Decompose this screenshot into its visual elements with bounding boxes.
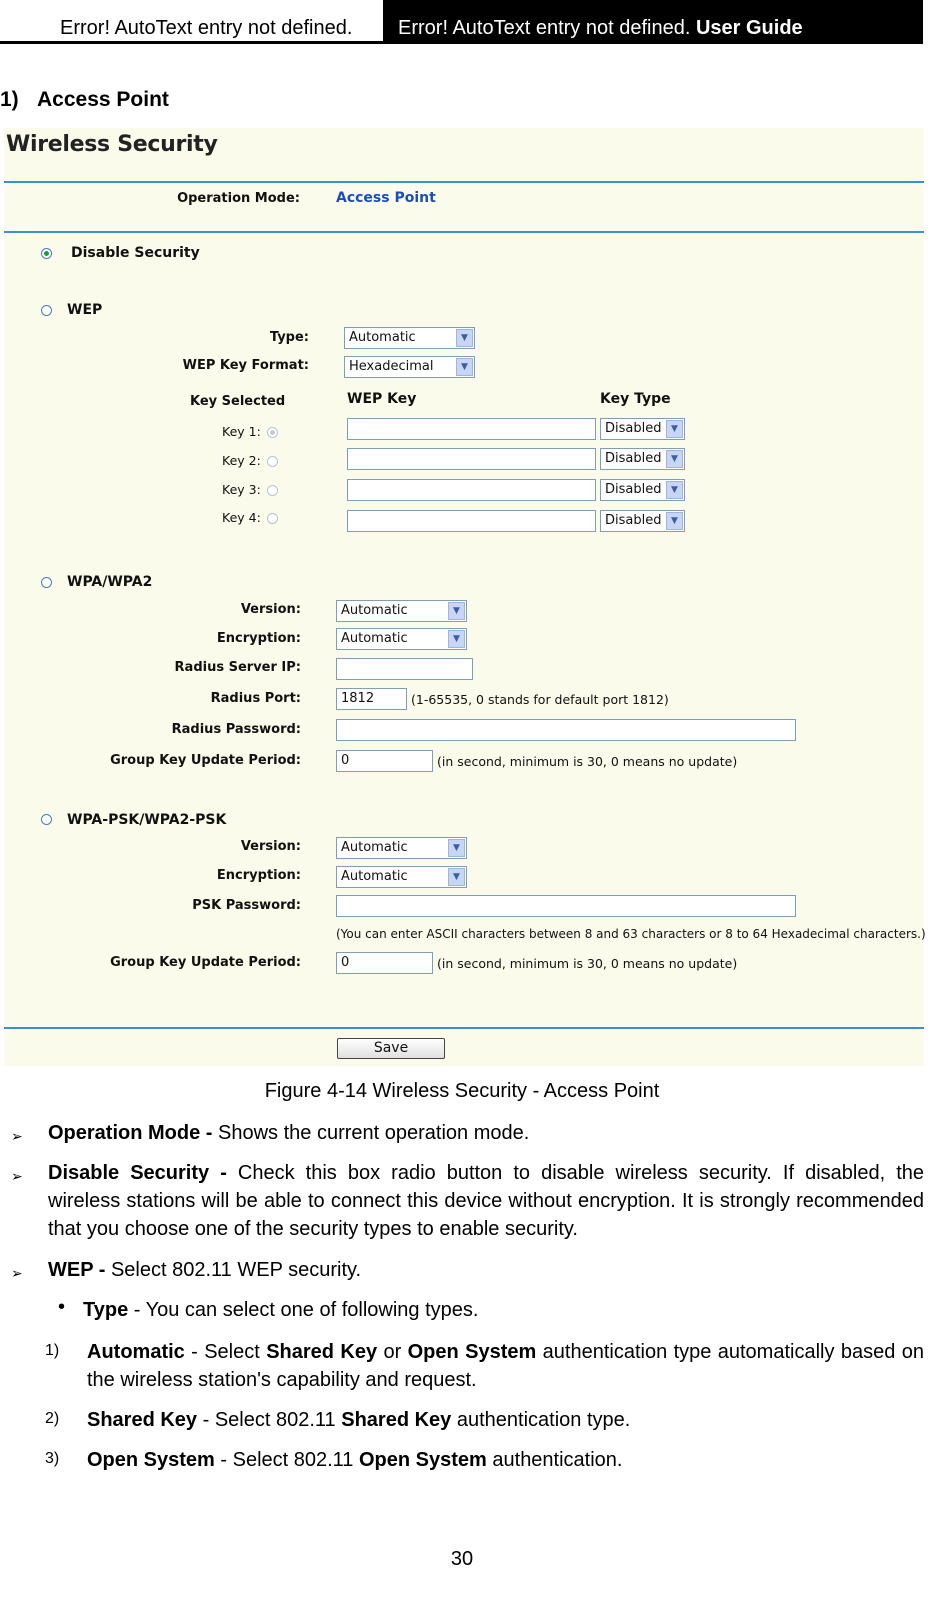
figure-caption: Figure 4-14 Wireless Security - Access Point — [264, 1080, 660, 1102]
psk-encryption-label: Encryption: — [216, 868, 301, 883]
key-1-input[interactable] — [347, 418, 596, 440]
item-disable-security — [48, 1159, 924, 1243]
key-3-input[interactable] — [347, 479, 596, 501]
item-open-system-term: Open System — [87, 1449, 215, 1471]
wep-label: WEP — [67, 302, 103, 318]
item-disable-security-text: Check this box radio button to disable wireless security. If disabled, the wireless stations will be able to connect this device without encryption. It is strongly recommended that you choose one of the security types to enable security. — [48, 1162, 924, 1240]
panel-divider-bottom — [4, 1027, 924, 1029]
key-3-type-value: Disabled — [605, 482, 662, 497]
key-4-type-value: Disabled — [605, 513, 662, 528]
key-2-type-select[interactable] — [600, 448, 685, 470]
item-automatic-text-1: - Select — [184, 1341, 267, 1363]
item-wep-text: Select 802.11 WEP security. — [110, 1259, 362, 1281]
psk-version-label: Version: — [240, 839, 301, 854]
item-operation-mode — [48, 1119, 924, 1147]
psk-encryption-select[interactable] — [336, 866, 467, 888]
item-automatic-term-3: Open System — [407, 1341, 537, 1363]
wep-key-header: WEP Key — [347, 391, 417, 407]
item-open-system — [87, 1446, 924, 1474]
panel-divider-top — [4, 181, 924, 183]
item-shared-key-text-2: authentication type. — [451, 1409, 631, 1431]
key-1-type-value: Disabled — [605, 421, 662, 436]
key-2-input[interactable] — [347, 448, 596, 470]
item-disable-security-term: Disable Security - — [48, 1162, 238, 1184]
chevron-down-icon: ▼ — [448, 839, 465, 857]
wpa-group-key-input[interactable]: 0 — [336, 750, 433, 772]
wpa-label: WPA/WPA2 — [67, 574, 153, 590]
chevron-down-icon: ▼ — [666, 450, 683, 468]
item-wep-term: WEP - — [48, 1259, 111, 1281]
item-automatic-term-2: Shared Key — [266, 1341, 378, 1363]
wpa-group-key-hint: (in second, minimum is 30, 0 means no update) — [437, 754, 738, 769]
item-wep — [48, 1256, 924, 1284]
item-automatic-text-2: or — [377, 1341, 408, 1363]
list-number-3: 3) — [45, 1450, 60, 1467]
panel-title: Wireless Security — [6, 132, 218, 157]
key-selected-header: Key Selected — [190, 394, 286, 409]
wpa-version-label: Version: — [240, 602, 301, 617]
list-number-1: 1) — [45, 1342, 60, 1359]
psk-encryption-value: Automatic — [341, 869, 408, 884]
item-open-system-text-1: - Select 802.11 — [214, 1449, 359, 1471]
wep-type-label: Type: — [269, 330, 309, 345]
wep-radio[interactable] — [41, 305, 52, 316]
section-title: Access Point — [37, 88, 169, 111]
key-3-type-select[interactable] — [600, 479, 685, 501]
psk-password-label: PSK Password: — [192, 898, 301, 913]
wep-format-label: WEP Key Format: — [182, 358, 309, 373]
radius-port-label: Radius Port: — [210, 691, 301, 706]
key-4-input[interactable] — [347, 510, 596, 532]
radius-ip-label: Radius Server IP: — [174, 660, 301, 675]
wpa-encryption-label: Encryption: — [216, 631, 301, 646]
psk-password-input[interactable] — [336, 895, 796, 917]
psk-version-value: Automatic — [341, 840, 408, 855]
wpa-encryption-select[interactable] — [336, 628, 467, 650]
section-number: 1) — [0, 88, 19, 111]
key-4-type-select[interactable] — [600, 510, 685, 532]
psk-label: WPA-PSK/WPA2-PSK — [67, 812, 227, 828]
radius-password-input[interactable] — [336, 719, 796, 741]
chevron-down-icon: ▼ — [456, 329, 473, 347]
key-4-radio[interactable] — [267, 513, 278, 524]
key-1-label: Key 1: — [222, 424, 261, 439]
section-heading — [0, 88, 169, 112]
item-type-text: - You can select one of following types. — [128, 1299, 479, 1321]
chevron-down-icon: ▼ — [666, 481, 683, 499]
item-type — [83, 1296, 924, 1324]
chevron-down-icon: ▼ — [666, 512, 683, 530]
radius-password-label: Radius Password: — [171, 722, 301, 737]
item-type-term: Type — [83, 1299, 129, 1321]
wireless-security-screenshot — [4, 128, 924, 1066]
arrow-bullet-icon: ➢ — [11, 1168, 23, 1184]
item-shared-key-text-1: - Select 802.11 — [197, 1409, 342, 1431]
arrow-bullet-icon: ➢ — [11, 1265, 23, 1281]
item-automatic-text-3: authentication type automatically based on the wireless station's capability and request. — [87, 1341, 924, 1391]
save-button[interactable]: Save — [337, 1038, 445, 1059]
wep-format-select[interactable] — [344, 356, 475, 378]
item-automatic-term: Automatic — [87, 1341, 185, 1363]
radius-ip-input[interactable] — [336, 658, 473, 680]
key-3-radio[interactable] — [267, 485, 278, 496]
dot-bullet-icon: • — [58, 1296, 66, 1318]
key-type-header: Key Type — [600, 391, 671, 407]
arrow-bullet-icon: ➢ — [11, 1128, 23, 1144]
key-2-radio[interactable] — [267, 456, 278, 467]
psk-version-select[interactable] — [336, 837, 467, 859]
key-1-type-select[interactable] — [600, 418, 685, 440]
psk-group-key-label: Group Key Update Period: — [110, 955, 301, 970]
chevron-down-icon: ▼ — [456, 358, 473, 376]
header-right-text: Error! AutoText entry not defined. — [398, 17, 696, 39]
wpa-version-select[interactable] — [336, 600, 467, 622]
wpa-encryption-value: Automatic — [341, 631, 408, 646]
item-shared-key-term-2: Shared Key — [341, 1409, 452, 1431]
operation-mode-value: Access Point — [336, 190, 436, 206]
disable-security-label: Disable Security — [71, 245, 200, 261]
wpa-radio[interactable] — [41, 577, 52, 588]
psk-group-key-input[interactable]: 0 — [336, 952, 433, 974]
header-right-bar — [383, 0, 923, 44]
item-operation-mode-term: Operation Mode - — [48, 1122, 218, 1144]
wpa-version-value: Automatic — [341, 603, 408, 618]
item-open-system-text-2: authentication. — [486, 1449, 623, 1471]
chevron-down-icon: ▼ — [448, 868, 465, 886]
key-2-label: Key 2: — [222, 453, 261, 468]
radius-port-input[interactable]: 1812 — [336, 688, 407, 710]
chevron-down-icon: ▼ — [448, 630, 465, 648]
psk-group-key-hint: (in second, minimum is 30, 0 means no update) — [437, 956, 738, 971]
radius-port-hint: (1-65535, 0 stands for default port 1812) — [411, 692, 669, 707]
wep-type-select[interactable] — [344, 327, 475, 349]
psk-password-hint: (You can enter ASCII characters between 8 and 63 characters or 8 to 64 Hexadecimal characters.) — [336, 927, 926, 941]
item-open-system-term-2: Open System — [359, 1449, 487, 1471]
key-3-label: Key 3: — [222, 482, 261, 497]
item-operation-mode-text: Shows the current operation mode. — [218, 1122, 530, 1144]
key-2-type-value: Disabled — [605, 451, 662, 466]
page-number: 30 — [450, 1548, 474, 1570]
operation-mode-label: Operation Mode: — [177, 191, 300, 206]
key-1-radio[interactable] — [267, 427, 278, 438]
key-4-label: Key 4: — [222, 510, 261, 525]
header-left-text: Error! AutoText entry not defined. — [0, 0, 383, 44]
wep-type-value: Automatic — [349, 330, 416, 345]
item-automatic — [87, 1338, 924, 1394]
item-shared-key — [87, 1406, 924, 1434]
header-user-guide: User Guide — [695, 17, 803, 39]
item-shared-key-term: Shared Key — [87, 1409, 198, 1431]
panel-divider-mode — [4, 231, 924, 233]
chevron-down-icon: ▼ — [666, 420, 683, 438]
wpa-group-key-label: Group Key Update Period: — [110, 753, 301, 768]
chevron-down-icon: ▼ — [448, 602, 465, 620]
list-number-2: 2) — [45, 1410, 60, 1427]
disable-security-radio[interactable] — [41, 248, 52, 259]
wep-format-value: Hexadecimal — [349, 359, 434, 374]
psk-radio[interactable] — [41, 814, 52, 825]
